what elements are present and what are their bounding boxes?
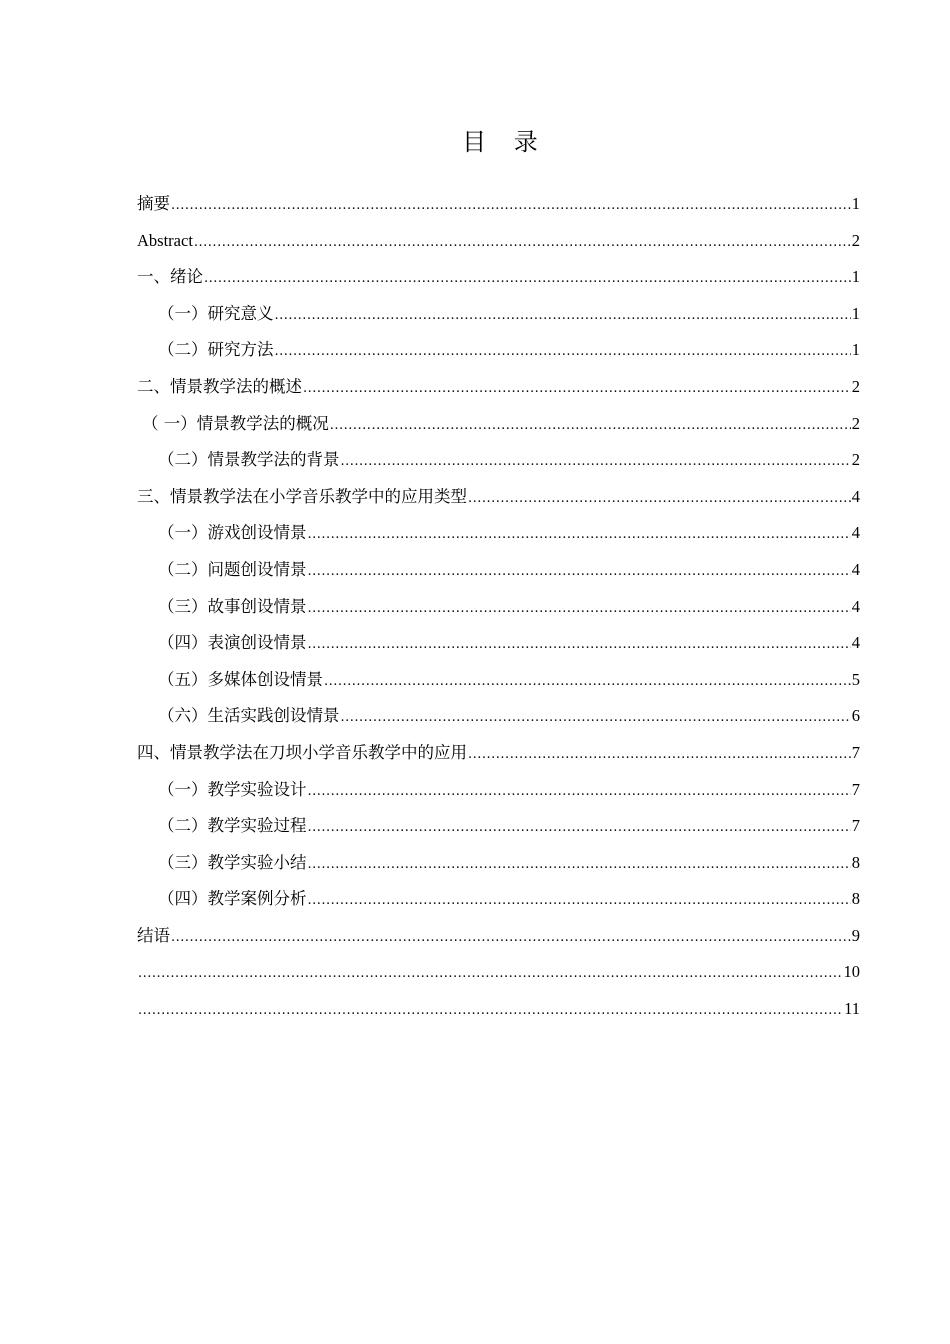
- toc-entry[interactable]: [137, 662, 860, 699]
- toc-entry-page: 5: [851, 669, 860, 689]
- toc-entry-label: （二）问题创设情景: [158, 559, 307, 579]
- dot-leader: [275, 298, 851, 334]
- toc-entry-page: 7: [851, 816, 860, 836]
- toc-entry[interactable]: [137, 735, 860, 772]
- toc-entry-label: （二）教学实验过程: [158, 816, 307, 836]
- toc-entry[interactable]: [137, 918, 860, 955]
- toc-entry-page: 7: [851, 779, 860, 799]
- toc-entry[interactable]: [137, 186, 860, 223]
- dot-leader: [138, 993, 843, 1029]
- toc-entry[interactable]: [137, 589, 860, 626]
- toc-entry[interactable]: [137, 332, 860, 369]
- toc-entry-page: 1: [851, 303, 860, 323]
- toc-entry-label: （ 一）情景教学法的概况: [142, 413, 329, 433]
- toc-entry[interactable]: [137, 479, 860, 516]
- toc-entry-label: （一）教学实验设计: [158, 779, 307, 799]
- toc-entry-page: 6: [851, 706, 860, 726]
- toc-entry[interactable]: [137, 845, 860, 882]
- toc-entry[interactable]: [137, 881, 860, 918]
- toc-entry-page: 2: [851, 413, 860, 433]
- page-title: 目 录: [462, 128, 548, 156]
- toc-entry-page: 4: [851, 523, 860, 543]
- toc-entry-label: （一）游戏创设情景: [158, 523, 307, 543]
- dot-leader: [275, 334, 851, 370]
- toc-entry-label: （四）教学案例分析: [158, 889, 307, 909]
- toc-entry[interactable]: [137, 808, 860, 845]
- toc-entry-label: 摘要: [137, 194, 170, 213]
- toc-entry-page: 8: [851, 852, 860, 872]
- dot-leader: [341, 444, 851, 480]
- dot-leader: [204, 261, 851, 297]
- toc-entry[interactable]: [137, 406, 860, 443]
- dot-leader: [330, 408, 851, 444]
- toc-entry-label: Abstract: [137, 230, 193, 250]
- dot-leader: [308, 591, 851, 627]
- dot-leader: [308, 627, 851, 663]
- toc-entry[interactable]: [137, 772, 860, 809]
- toc-entry-page: 4: [851, 486, 860, 506]
- toc-entry[interactable]: [137, 369, 860, 406]
- toc-entry-label: （四）表演创设情景: [158, 633, 307, 653]
- toc-entry-label: （二）研究方法: [158, 340, 274, 360]
- toc-entry[interactable]: [137, 991, 860, 1028]
- table-of-contents: [137, 186, 860, 1028]
- toc-entry[interactable]: [137, 259, 860, 296]
- toc-entry-page: 4: [851, 596, 860, 616]
- toc-entry-label: （六）生活实践创设情景: [158, 706, 340, 726]
- toc-entry-page: 2: [851, 450, 860, 470]
- dot-leader: [171, 188, 851, 224]
- toc-entry-page: 2: [851, 230, 860, 250]
- toc-entry-label: （一）研究意义: [158, 303, 274, 323]
- dot-leader: [308, 810, 851, 846]
- dot-leader: [308, 847, 851, 883]
- dot-leader: [138, 956, 843, 992]
- dot-leader: [171, 920, 851, 956]
- dot-leader: [308, 883, 851, 919]
- toc-entry-page: 9: [851, 925, 860, 945]
- dot-leader: [194, 225, 851, 261]
- dot-leader: [468, 737, 851, 773]
- toc-entry[interactable]: [137, 296, 860, 333]
- toc-entry-page: 2: [851, 376, 860, 396]
- toc-entry[interactable]: [137, 552, 860, 589]
- toc-entry-page: 4: [851, 633, 860, 653]
- toc-entry-label: 一、绪论: [137, 267, 203, 287]
- toc-entry-page: 10: [843, 962, 860, 982]
- toc-entry-page: 1: [851, 194, 860, 213]
- toc-entry-page: 11: [844, 999, 860, 1019]
- dot-leader: [308, 517, 851, 553]
- toc-entry-page: 1: [851, 267, 860, 287]
- toc-entry[interactable]: [137, 625, 860, 662]
- toc-entry-label: 结语: [137, 925, 170, 945]
- dot-leader: [308, 554, 851, 590]
- toc-entry-label: （五）多媒体创设情景: [158, 669, 323, 689]
- dot-leader: [324, 664, 851, 700]
- toc-entry-label: （二）情景教学法的背景: [158, 450, 340, 470]
- toc-entry[interactable]: [137, 442, 860, 479]
- toc-entry-label: 二、情景教学法的概述: [137, 376, 302, 396]
- toc-entry[interactable]: [137, 954, 860, 991]
- toc-entry-label: （三）教学实验小结: [158, 852, 307, 872]
- toc-entry[interactable]: [137, 223, 860, 260]
- toc-entry-label: （三）故事创设情景: [158, 596, 307, 616]
- toc-entry-label: 三、情景教学法在小学音乐教学中的应用类型: [137, 486, 467, 506]
- dot-leader: [303, 371, 851, 407]
- toc-entry-page: 7: [851, 742, 860, 762]
- toc-entry-page: 8: [851, 889, 860, 909]
- toc-entry[interactable]: [137, 515, 860, 552]
- dot-leader: [468, 481, 851, 517]
- toc-entry-page: 4: [851, 559, 860, 579]
- dot-leader: [341, 700, 851, 736]
- toc-entry-label: 四、情景教学法在刀坝小学音乐教学中的应用: [137, 742, 467, 762]
- toc-entry[interactable]: [137, 698, 860, 735]
- dot-leader: [308, 774, 851, 810]
- toc-entry-page: 1: [851, 340, 860, 360]
